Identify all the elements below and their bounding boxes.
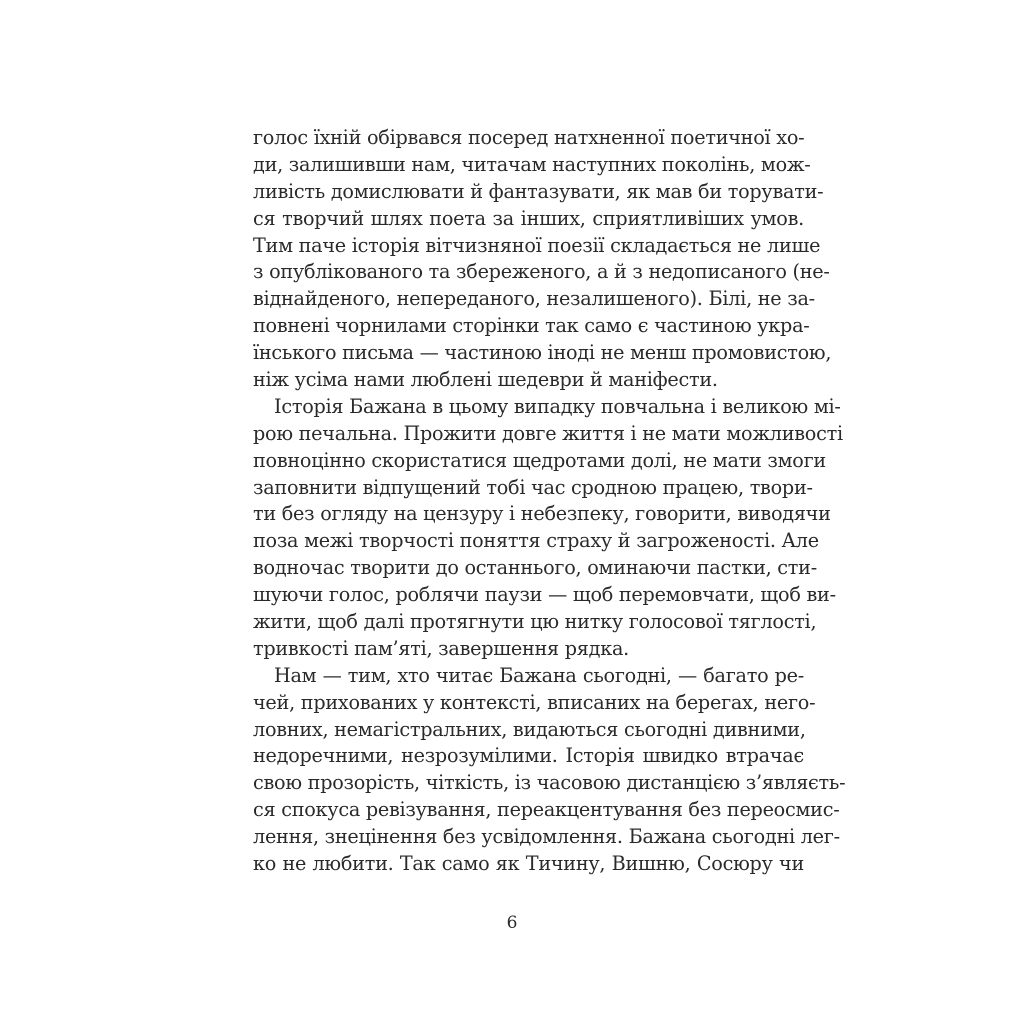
paragraph-2 <box>253 394 843 663</box>
text-line: ди, залишивши нам, читачам наступних поколінь, мож- <box>253 152 811 176</box>
body-text <box>253 125 846 878</box>
text-line: тривкості пам’яті, завершення рядка. <box>253 636 629 660</box>
text-line: ливість домислювати й фантазувати, як мав би торувати- <box>253 179 824 203</box>
text-line: лення, знецінення без усвідомлення. Бажана сьогодні лег- <box>253 825 840 849</box>
text-line: поза межі творчості поняття страху й загроженості. Але <box>253 529 819 553</box>
text-line: їнського письма — частиною іноді не менш промовистою, <box>253 341 832 365</box>
paragraph-3 <box>253 663 846 878</box>
text-line: шуючи голос, роблячи паузи — щоб перемовчати, щоб ви- <box>253 583 836 607</box>
text-line: недоречними, незрозумілими. Історія швидко втрачає <box>253 744 804 768</box>
text-line: рою печальна. Прожити довге життя і не мати можливості <box>253 421 843 445</box>
text-line: ко не любити. Так само як Тичину, Вишню, Сосюру чи <box>253 852 804 876</box>
text-line: ся спокуса ревізування, переакцентування без переосмис- <box>253 798 840 822</box>
text-line: Історія Бажана в цьому випадку повчальна і великою мі- <box>274 394 841 418</box>
text-line: ти без огляду на цензуру і небезпеку, говорити, виводячи <box>253 502 831 526</box>
text-line: з опублікованого та збереженого, а й з недописаного (не- <box>253 260 830 284</box>
paragraph-1 <box>253 125 832 394</box>
text-line: чей, прихованих у контексті, вписаних на берегах, него- <box>253 690 816 714</box>
text-line: ніж усіма нами люблені шедеври й маніфести. <box>253 368 718 392</box>
text-line: ся творчий шлях поета за інших, сприятливіших умов. <box>253 206 804 230</box>
text-line: Нам — тим, хто читає Бажана сьогодні, — багато ре- <box>274 663 804 687</box>
text-line: водночас творити до останнього, оминаючи пастки, сти- <box>253 556 817 580</box>
text-line: свою прозорість, чіткість, із часовою дистанцією з’являєть- <box>253 771 846 795</box>
text-line: віднайденого, непереданого, незалишеного). Білі, не за- <box>253 287 815 311</box>
text-line: жити, щоб далі протягнути цю нитку голосової тяглості, <box>253 610 817 634</box>
text-line: заповнити відпущений тобі час сродною працею, твори- <box>253 475 813 499</box>
text-line: Тим паче історія вітчизняної поезії складається не лише <box>253 233 821 257</box>
text-line: повноцінно скористатися щедротами долі, не мати змоги <box>253 448 826 472</box>
text-line: ловних, немагістральних, видаються сьогодні дивними, <box>253 717 806 741</box>
page-number: 6 <box>506 913 518 933</box>
text-line: голос їхній обірвався посеред натхненної поетичної хо- <box>253 126 805 149</box>
text-line: повнені чорнилами сторінки так само є частиною укра- <box>253 314 810 338</box>
